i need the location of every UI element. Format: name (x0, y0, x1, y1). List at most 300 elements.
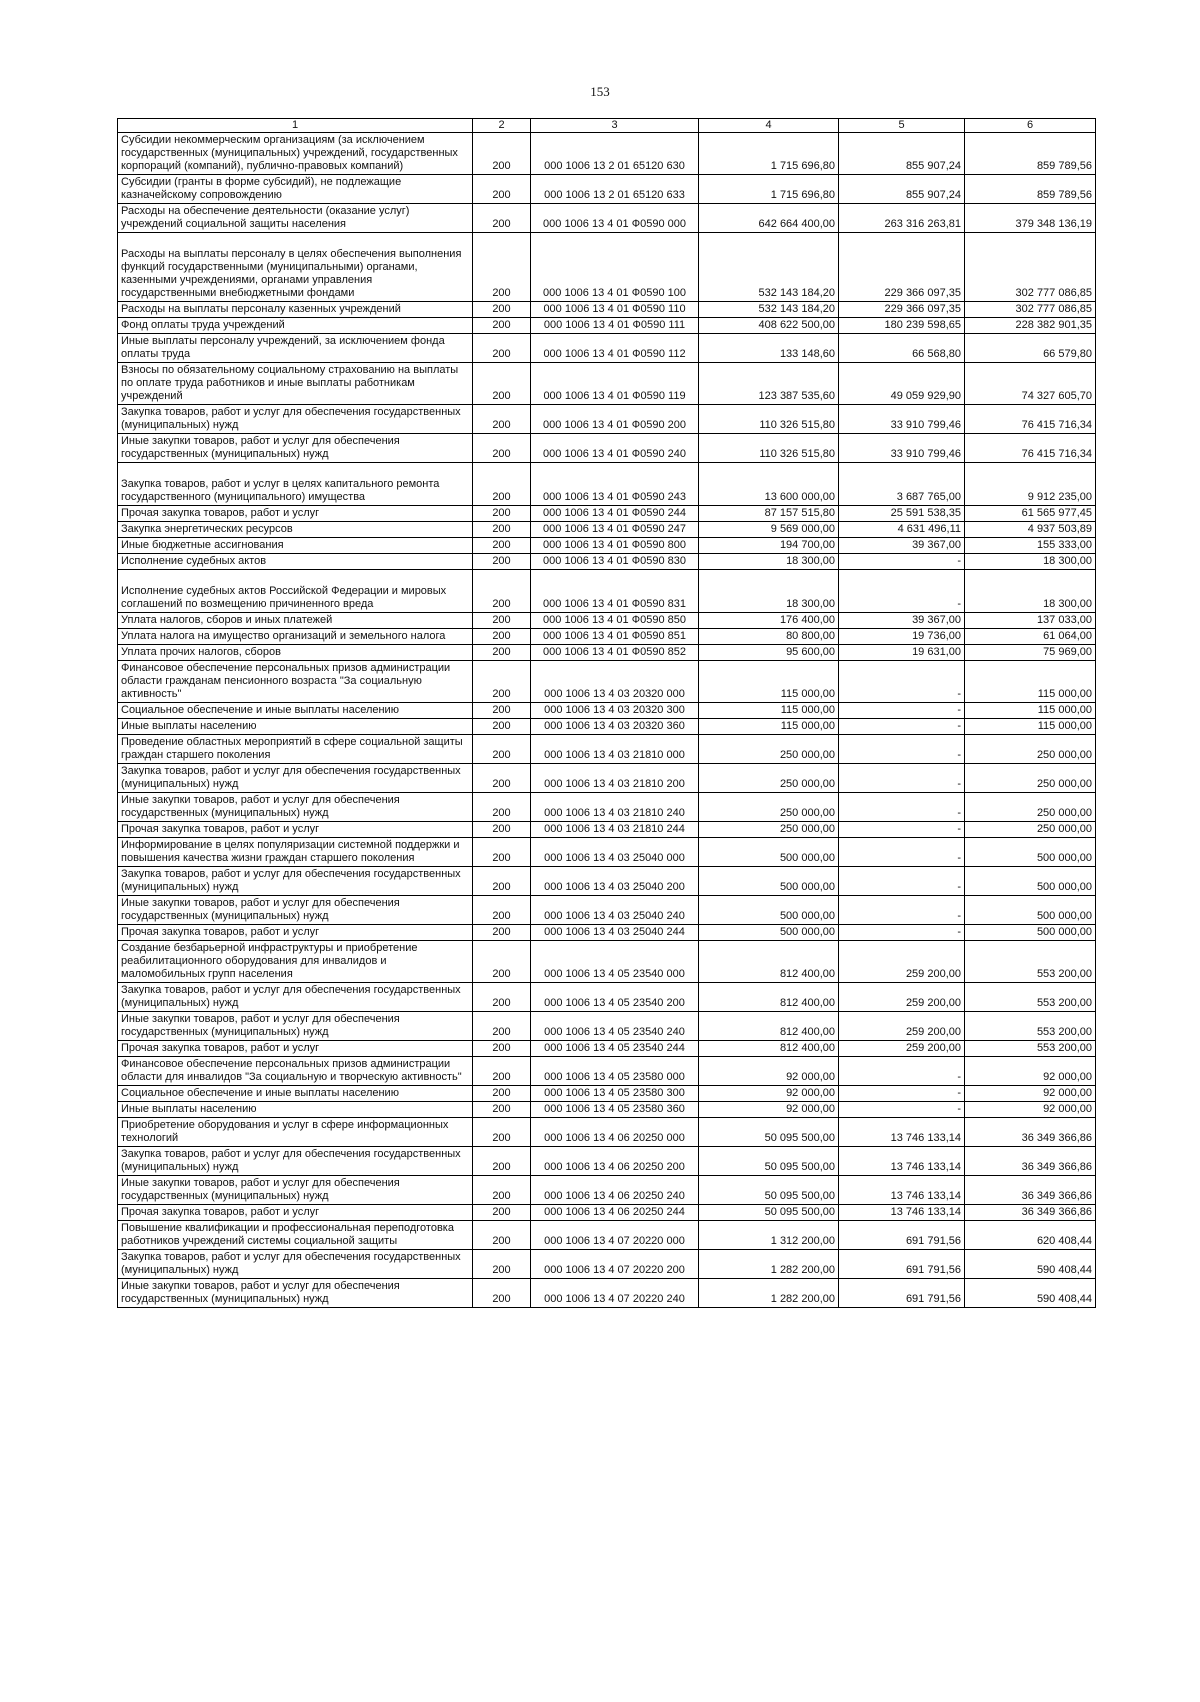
executed-amount-cell (839, 1279, 965, 1308)
cell-text: 36 349 366,86 (1021, 1161, 1092, 1173)
cell-text: 000 1006 13 4 03 21810 000 (544, 749, 685, 761)
cell-text: 500 000,00 (779, 881, 835, 893)
table-row (118, 719, 1096, 735)
cell-text: - (957, 926, 961, 938)
cell-text: 500 000,00 (1036, 910, 1092, 922)
cell-text: 75 969,00 (1043, 646, 1092, 658)
unexecuted-amount-cell (965, 613, 1096, 629)
cell-text: 200 (492, 189, 511, 201)
cell-text: 000 1006 13 2 01 65120 633 (544, 189, 685, 201)
column-header-6: 6 (965, 119, 1096, 133)
row-name-cell (118, 204, 473, 233)
cell-text: 812 400,00 (779, 997, 835, 1009)
cell-text: 500 000,00 (779, 926, 835, 938)
cell-text: 4 631 496,11 (897, 523, 961, 535)
table-row (118, 793, 1096, 822)
cell-text: 76 415 716,34 (1021, 448, 1092, 460)
executed-amount-cell (839, 204, 965, 233)
line-code-cell (473, 703, 531, 719)
budget-code-cell (531, 793, 699, 822)
cell-text: 200 (492, 704, 511, 716)
cell-text: 194 700,00 (779, 539, 835, 551)
budget-code-cell (531, 204, 699, 233)
unexecuted-amount-cell (965, 334, 1096, 363)
cell-text: 000 1006 13 4 03 25040 200 (544, 881, 685, 893)
column-header-2: 2 (473, 119, 531, 133)
line-code-cell (473, 1057, 531, 1086)
table-row (118, 703, 1096, 719)
cell-text: 123 387 535,60 (758, 390, 835, 402)
cell-text: - (957, 1103, 961, 1115)
cell-text: 000 1006 13 4 05 23580 360 (544, 1103, 685, 1115)
cell-text: 61 565 977,45 (1021, 507, 1092, 519)
line-code-cell (473, 1221, 531, 1250)
unexecuted-amount-cell (965, 983, 1096, 1012)
cell-text: 263 316 263,81 (884, 218, 961, 230)
cell-text: 115 000,00 (1037, 704, 1092, 716)
approved-amount-cell (699, 793, 839, 822)
cell-text: Прочая закупка товаров, работ и услуг (121, 1042, 320, 1054)
cell-text: 176 400,00 (779, 614, 835, 626)
column-header-5: 5 (839, 119, 965, 133)
cell-text: 50 095 500,00 (764, 1161, 835, 1173)
cell-text: 000 1006 13 4 03 20320 300 (544, 704, 685, 716)
row-name-cell (118, 1279, 473, 1308)
cell-text: 36 349 366,86 (1021, 1132, 1092, 1144)
budget-code-cell (531, 133, 699, 175)
line-code-cell (473, 204, 531, 233)
row-name-cell (118, 233, 473, 302)
cell-text: 200 (492, 926, 511, 938)
approved-amount-cell (699, 1147, 839, 1176)
cell-text: Финансовое обеспечение персональных призов администрации области для инвалидов "За социальную и творческую активность" (121, 1058, 462, 1083)
table-row (118, 1041, 1096, 1057)
approved-amount-cell (699, 941, 839, 983)
column-header-3: 3 (531, 119, 699, 133)
cell-text: 180 239 598,65 (884, 319, 961, 331)
table-row (118, 506, 1096, 522)
table-row (118, 838, 1096, 867)
cell-text: 000 1006 13 4 01 Ф0590 240 (543, 448, 686, 460)
table-row (118, 661, 1096, 703)
budget-code-cell (531, 1279, 699, 1308)
approved-amount-cell (699, 822, 839, 838)
unexecuted-amount-cell (965, 822, 1096, 838)
cell-text: 408 622 500,00 (758, 319, 835, 331)
cell-text: 200 (492, 1042, 511, 1054)
line-code-cell (473, 896, 531, 925)
unexecuted-amount-cell (965, 363, 1096, 405)
cell-text: Субсидии (гранты в форме субсидий), не подлежащие казначейскому сопровождению (121, 176, 402, 201)
row-name-cell (118, 506, 473, 522)
table-row (118, 645, 1096, 661)
executed-amount-cell (839, 1221, 965, 1250)
cell-text: Расходы на обеспечение деятельности (оказание услуг) учреждений социальной защиты населения (121, 205, 410, 230)
cell-text: 000 1006 13 4 01 Ф0590 110 (543, 303, 686, 315)
row-name-cell (118, 522, 473, 538)
row-name-cell (118, 554, 473, 570)
cell-text: Создание безбарьерной инфраструктуры и приобретение реабилитационного оборудования для инвалидов и маломобильных групп населения (121, 942, 418, 980)
cell-text: 200 (492, 1293, 511, 1305)
cell-text: 200 (492, 160, 511, 172)
cell-text: - (957, 1071, 961, 1083)
executed-amount-cell (839, 233, 965, 302)
approved-amount-cell (699, 522, 839, 538)
cell-text: 590 408,44 (1036, 1264, 1092, 1276)
line-code-cell (473, 1176, 531, 1205)
cell-text: 259 200,00 (905, 968, 961, 980)
cell-text: 200 (492, 419, 511, 431)
executed-amount-cell (839, 629, 965, 645)
cell-text: 200 (492, 1161, 511, 1173)
cell-text: 590 408,44 (1036, 1293, 1092, 1305)
cell-text: 379 348 136,19 (1015, 218, 1092, 230)
approved-amount-cell (699, 302, 839, 318)
cell-text: 36 349 366,86 (1021, 1190, 1092, 1202)
cell-text: 92 000,00 (786, 1103, 835, 1115)
row-name-cell (118, 1250, 473, 1279)
cell-text: 200 (492, 881, 511, 893)
line-code-cell (473, 1041, 531, 1057)
budget-code-cell (531, 1057, 699, 1086)
line-code-cell (473, 983, 531, 1012)
budget-code-cell (531, 554, 699, 570)
cell-text: 200 (492, 688, 511, 700)
cell-text: 18 300,00 (1043, 555, 1092, 567)
line-code-cell (473, 434, 531, 463)
cell-text: 000 1006 13 4 06 20250 240 (544, 1190, 685, 1202)
cell-text: - (957, 704, 961, 716)
row-name-cell (118, 175, 473, 204)
cell-text: - (957, 749, 961, 761)
cell-text: - (957, 598, 961, 610)
table-row (118, 570, 1096, 613)
cell-text: 200 (492, 218, 511, 230)
unexecuted-amount-cell (965, 1086, 1096, 1102)
cell-text: Расходы на выплаты персоналу казенных учреждений (121, 303, 401, 315)
executed-amount-cell (839, 1205, 965, 1221)
approved-amount-cell (699, 363, 839, 405)
approved-amount-cell (699, 613, 839, 629)
cell-text: 200 (492, 1087, 511, 1099)
cell-text: 250 000,00 (779, 778, 835, 790)
cell-text: 812 400,00 (779, 1042, 835, 1054)
budget-code-cell (531, 629, 699, 645)
table-row (118, 1250, 1096, 1279)
cell-text: 259 200,00 (905, 997, 961, 1009)
cell-text: 200 (492, 491, 511, 503)
cell-text: 000 1006 13 4 01 Ф0590 830 (543, 555, 686, 567)
executed-amount-cell (839, 522, 965, 538)
approved-amount-cell (699, 1250, 839, 1279)
cell-text: Закупка товаров, работ и услуг для обеспечения государственных (муниципальных) нужд (121, 1148, 461, 1173)
approved-amount-cell (699, 233, 839, 302)
table-row (118, 1012, 1096, 1041)
cell-text: 229 366 097,35 (884, 303, 961, 315)
row-name-cell (118, 334, 473, 363)
table-row (118, 1086, 1096, 1102)
cell-text: 855 907,24 (905, 160, 961, 172)
cell-text: 18 300,00 (786, 555, 835, 567)
cell-text: Взносы по обязательному социальному страхованию на выплаты по оплате труда работников и иные выплаты работникам учреждений (121, 364, 459, 402)
table-row (118, 233, 1096, 302)
unexecuted-amount-cell (965, 506, 1096, 522)
cell-text: 1 282 200,00 (770, 1293, 835, 1305)
cell-text: 50 095 500,00 (764, 1132, 835, 1144)
cell-text: 000 1006 13 4 07 20220 240 (544, 1293, 685, 1305)
cell-text: 200 (492, 1235, 511, 1247)
row-name-cell (118, 719, 473, 735)
line-code-cell (473, 661, 531, 703)
budget-code-cell (531, 334, 699, 363)
cell-text: 200 (492, 598, 511, 610)
line-code-cell (473, 1279, 531, 1308)
cell-text: 000 1006 13 4 06 20250 000 (544, 1132, 685, 1144)
row-name-cell (118, 703, 473, 719)
executed-amount-cell (839, 1012, 965, 1041)
cell-text: 3 687 765,00 (896, 491, 961, 503)
cell-text: 39 367,00 (912, 539, 961, 551)
unexecuted-amount-cell (965, 302, 1096, 318)
executed-amount-cell (839, 661, 965, 703)
executed-amount-cell (839, 506, 965, 522)
approved-amount-cell (699, 764, 839, 793)
unexecuted-amount-cell (965, 719, 1096, 735)
line-code-cell (473, 133, 531, 175)
row-name-cell (118, 645, 473, 661)
line-code-cell (473, 764, 531, 793)
cell-text: 553 200,00 (1036, 968, 1092, 980)
row-name-cell (118, 822, 473, 838)
row-spacer (121, 234, 469, 248)
cell-text: 1 312 200,00 (770, 1235, 835, 1247)
cell-text: 200 (492, 997, 511, 1009)
cell-text: 33 910 799,46 (890, 448, 961, 460)
row-name-cell (118, 764, 473, 793)
unexecuted-amount-cell (965, 1205, 1096, 1221)
row-name-cell (118, 1086, 473, 1102)
unexecuted-amount-cell (965, 204, 1096, 233)
table-row (118, 522, 1096, 538)
table-row (118, 764, 1096, 793)
cell-text: 000 1006 13 4 03 21810 244 (544, 823, 685, 835)
cell-text: 50 095 500,00 (764, 1190, 835, 1202)
cell-text: Социальное обеспечение и иные выплаты населению (121, 1087, 399, 1099)
row-name-cell (118, 363, 473, 405)
cell-text: 200 (492, 852, 511, 864)
budget-code-cell (531, 1221, 699, 1250)
row-name-cell (118, 1057, 473, 1086)
line-code-cell (473, 613, 531, 629)
cell-text: 9 569 000,00 (770, 523, 835, 535)
cell-text: 000 1006 13 4 07 20220 000 (544, 1235, 685, 1247)
table-row (118, 463, 1096, 506)
approved-amount-cell (699, 1205, 839, 1221)
approved-amount-cell (699, 554, 839, 570)
cell-text: 76 415 716,34 (1021, 419, 1092, 431)
executed-amount-cell (839, 867, 965, 896)
budget-code-cell (531, 645, 699, 661)
approved-amount-cell (699, 1086, 839, 1102)
cell-text: 200 (492, 1206, 511, 1218)
unexecuted-amount-cell (965, 318, 1096, 334)
cell-text: 115 000,00 (780, 688, 835, 700)
cell-text: Прочая закупка товаров, работ и услуг (121, 823, 320, 835)
executed-amount-cell (839, 822, 965, 838)
approved-amount-cell (699, 1057, 839, 1086)
cell-text: 855 907,24 (905, 189, 961, 201)
row-spacer (121, 464, 469, 478)
cell-text: Прочая закупка товаров, работ и услуг (121, 926, 320, 938)
cell-text: 000 1006 13 4 07 20220 200 (544, 1264, 685, 1276)
unexecuted-amount-cell (965, 735, 1096, 764)
cell-text: 000 1006 13 4 05 23540 200 (544, 997, 685, 1009)
cell-text: - (957, 555, 961, 567)
cell-text: 691 791,56 (905, 1235, 961, 1247)
executed-amount-cell (839, 318, 965, 334)
cell-text: 39 367,00 (912, 614, 961, 626)
cell-text: 000 1006 13 4 01 Ф0590 850 (543, 614, 686, 626)
approved-amount-cell (699, 1012, 839, 1041)
cell-text: 553 200,00 (1036, 1042, 1092, 1054)
budget-code-cell (531, 764, 699, 793)
cell-text: 532 143 184,20 (758, 287, 835, 299)
cell-text: 92 000,00 (786, 1087, 835, 1099)
cell-text: - (957, 688, 961, 700)
cell-text: 000 1006 13 4 03 25040 000 (544, 852, 685, 864)
column-header-4: 4 (699, 119, 839, 133)
cell-text: Иные выплаты персоналу учреждений, за исключением фонда оплаты труда (121, 335, 445, 360)
cell-text: 000 1006 13 4 03 21810 240 (544, 807, 685, 819)
budget-code-cell (531, 1205, 699, 1221)
cell-text: Иные выплаты населению (121, 1103, 257, 1115)
unexecuted-amount-cell (965, 703, 1096, 719)
executed-amount-cell (839, 941, 965, 983)
cell-text: 200 (492, 778, 511, 790)
table-row (118, 1118, 1096, 1147)
budget-code-cell (531, 1102, 699, 1118)
approved-amount-cell (699, 719, 839, 735)
unexecuted-amount-cell (965, 925, 1096, 941)
budget-code-cell (531, 941, 699, 983)
line-code-cell (473, 522, 531, 538)
budget-code-cell (531, 463, 699, 506)
line-code-cell (473, 867, 531, 896)
row-name-cell (118, 1147, 473, 1176)
cell-text: 000 1006 13 4 05 23540 000 (544, 968, 685, 980)
column-header-1: 1 (118, 119, 473, 133)
cell-text: Закупка товаров, работ и услуг для обеспечения государственных (муниципальных) нужд (121, 1251, 461, 1276)
unexecuted-amount-cell (965, 434, 1096, 463)
approved-amount-cell (699, 463, 839, 506)
cell-text: 000 1006 13 4 05 23580 000 (544, 1071, 685, 1083)
cell-text: 66 579,80 (1043, 348, 1092, 360)
table-row (118, 735, 1096, 764)
cell-text: 50 095 500,00 (764, 1206, 835, 1218)
budget-code-cell (531, 735, 699, 764)
cell-text: 532 143 184,20 (758, 303, 835, 315)
cell-text: 642 664 400,00 (758, 218, 835, 230)
line-code-cell (473, 838, 531, 867)
unexecuted-amount-cell (965, 538, 1096, 554)
line-code-cell (473, 405, 531, 434)
cell-text: 200 (492, 555, 511, 567)
row-name-cell (118, 793, 473, 822)
cell-text: 250 000,00 (779, 749, 835, 761)
line-code-cell (473, 175, 531, 204)
executed-amount-cell (839, 719, 965, 735)
table-body (118, 133, 1096, 1308)
cell-text: 000 1006 13 4 03 21810 200 (544, 778, 685, 790)
budget-code-cell (531, 896, 699, 925)
table-row (118, 1221, 1096, 1250)
cell-text: 691 791,56 (905, 1264, 961, 1276)
cell-text: Закупка товаров, работ и услуг для обеспечения государственных (муниципальных) нужд (121, 868, 461, 893)
table-row (118, 867, 1096, 896)
cell-text: 92 000,00 (1043, 1087, 1092, 1099)
budget-code-cell (531, 1250, 699, 1279)
approved-amount-cell (699, 925, 839, 941)
table-row (118, 204, 1096, 233)
budget-code-cell (531, 1176, 699, 1205)
cell-text: 200 (492, 1071, 511, 1083)
cell-text: 000 1006 13 4 05 23540 244 (544, 1042, 685, 1054)
unexecuted-amount-cell (965, 1102, 1096, 1118)
row-name-cell (118, 1102, 473, 1118)
line-code-cell (473, 570, 531, 613)
cell-text: 000 1006 13 4 03 25040 244 (544, 926, 685, 938)
budget-code-cell (531, 661, 699, 703)
unexecuted-amount-cell (965, 1057, 1096, 1086)
cell-text: Иные закупки товаров, работ и услуг для обеспечения государственных (муниципальных) нужд (121, 1013, 400, 1038)
approved-amount-cell (699, 1221, 839, 1250)
unexecuted-amount-cell (965, 233, 1096, 302)
cell-text: - (957, 910, 961, 922)
cell-text: Уплата прочих налогов, сборов (121, 646, 281, 658)
unexecuted-amount-cell (965, 896, 1096, 925)
budget-code-cell (531, 1041, 699, 1057)
cell-text: 812 400,00 (779, 1026, 835, 1038)
table-row (118, 434, 1096, 463)
approved-amount-cell (699, 1118, 839, 1147)
cell-text: 812 400,00 (779, 968, 835, 980)
budget-code-cell (531, 1012, 699, 1041)
cell-text: 200 (492, 1264, 511, 1276)
cell-text: 000 1006 13 4 01 Ф0590 800 (543, 539, 686, 551)
table-row (118, 405, 1096, 434)
cell-text: 859 789,56 (1036, 160, 1092, 172)
cell-text: 13 746 133,14 (890, 1161, 961, 1173)
table-row (118, 175, 1096, 204)
cell-text: 000 1006 13 4 01 Ф0590 119 (543, 390, 686, 402)
table-row (118, 1176, 1096, 1205)
cell-text: 36 349 366,86 (1021, 1206, 1092, 1218)
approved-amount-cell (699, 983, 839, 1012)
cell-text: 25 591 538,35 (890, 507, 961, 519)
cell-text: 000 1006 13 2 01 65120 630 (544, 160, 685, 172)
cell-text: 000 1006 13 4 01 Ф0590 247 (543, 523, 686, 535)
table-row (118, 133, 1096, 175)
budget-code-cell (531, 506, 699, 522)
executed-amount-cell (839, 133, 965, 175)
line-code-cell (473, 735, 531, 764)
unexecuted-amount-cell (965, 522, 1096, 538)
approved-amount-cell (699, 318, 839, 334)
line-code-cell (473, 1147, 531, 1176)
cell-text: 92 000,00 (1043, 1071, 1092, 1083)
cell-text: 302 777 086,85 (1015, 287, 1092, 299)
budget-code-cell (531, 538, 699, 554)
